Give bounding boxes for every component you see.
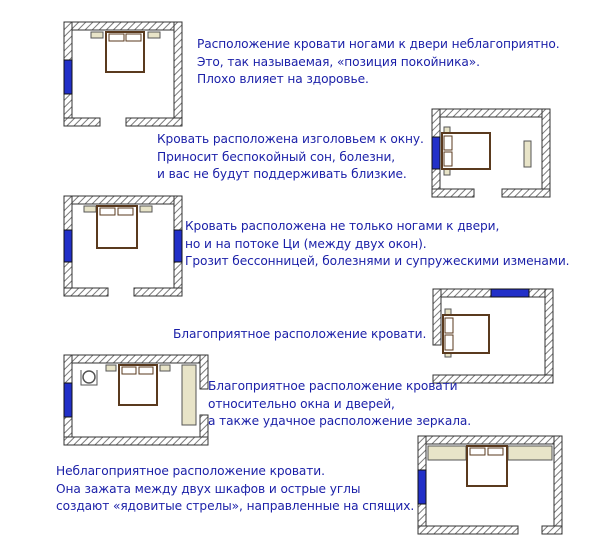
bed-icon xyxy=(91,32,160,72)
caption-line: Приносит беспокойный сон, болезни, xyxy=(157,149,396,164)
mirror-icon xyxy=(524,141,531,167)
bed-icon xyxy=(467,446,507,486)
caption-bed-feet-to-door xyxy=(197,36,560,89)
floor-plan-6 xyxy=(418,436,564,536)
wardrobe-right-icon xyxy=(508,446,552,460)
bed-icon xyxy=(106,365,170,405)
window-icon xyxy=(432,137,440,169)
caption-line: Кровать расположена не только ногами к двери, xyxy=(185,219,500,233)
caption-line: но и на потоке Ци (между двух окон). xyxy=(185,236,427,251)
caption-line: Неблагоприятное расположение кровати. xyxy=(56,464,325,478)
window-icon xyxy=(418,470,426,504)
caption-line: и вас не будут поддерживать близкие. xyxy=(157,167,407,181)
caption-line: Благоприятное расположение кровати. xyxy=(173,327,427,341)
caption-line: Плохо влияет на здоровье. xyxy=(197,72,369,86)
wardrobe-left-icon xyxy=(428,446,466,460)
caption-bed-favorable xyxy=(173,326,426,344)
window-icon xyxy=(64,383,72,417)
armchair-icon xyxy=(81,370,97,385)
caption-line: Грозит бессонницей, болезнями и супружескими изменами. xyxy=(185,254,570,268)
floor-plan-4 xyxy=(433,289,555,385)
window-left-icon xyxy=(64,230,72,262)
caption-line: Она зажата между двух шкафов и острые углы xyxy=(56,481,361,496)
caption-bed-between-wardrobes xyxy=(56,463,414,516)
bed-icon xyxy=(84,206,152,248)
caption-line: а также удачное расположение зеркала. xyxy=(208,414,472,428)
floor-plan-5 xyxy=(64,355,210,447)
caption-bed-on-chi-flow xyxy=(185,218,569,271)
window-right-icon xyxy=(174,230,182,262)
floor-plan-1 xyxy=(64,22,184,128)
caption-line: Это, так называемая, «позиция покойника». xyxy=(197,54,480,69)
caption-line: Благоприятное расположение кровати xyxy=(208,379,458,393)
caption-line: создают «ядовитые стрелы», направленные на спящих. xyxy=(56,499,415,513)
bed-icon xyxy=(443,309,489,357)
window-icon xyxy=(64,60,72,94)
caption-line: относительно окна и дверей, xyxy=(208,396,395,411)
caption-bed-head-to-window xyxy=(157,131,424,184)
window-icon xyxy=(491,289,529,297)
wardrobe-icon xyxy=(182,365,196,425)
bed-icon xyxy=(442,127,490,175)
floor-plan-2 xyxy=(432,109,552,199)
caption-line: Расположение кровати ногами к двери неблагоприятно. xyxy=(197,37,560,51)
caption-bed-favorable-mirror xyxy=(208,378,471,431)
caption-line: Кровать расположена изголовьем к окну. xyxy=(157,132,424,146)
floor-plan-3 xyxy=(64,196,184,298)
